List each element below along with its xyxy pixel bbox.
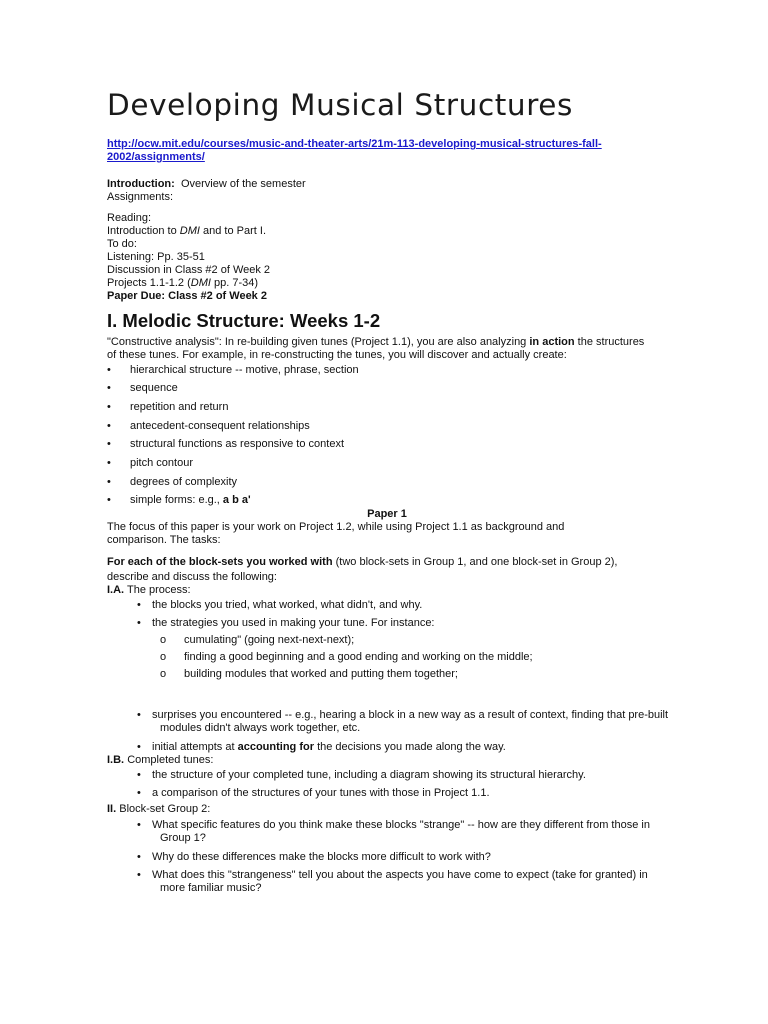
para-a: "Constructive analysis": In re-building given tunes (Project 1.1), you are also analyzing bbox=[107, 336, 527, 348]
projects-suffix: pp. 7-34) bbox=[214, 277, 259, 289]
ii-heading bbox=[107, 803, 210, 816]
bullet-icon: • bbox=[137, 741, 141, 753]
para-bold: in action bbox=[529, 336, 575, 348]
ia-label: I.A. bbox=[107, 584, 125, 596]
ib-label: I.B. bbox=[107, 754, 125, 766]
intro-text: Overview of the semester bbox=[180, 178, 306, 190]
bullet-icon: • bbox=[137, 819, 141, 831]
listening-line: Listening: Pp. 35-51 bbox=[107, 251, 205, 263]
ib-heading bbox=[107, 754, 213, 767]
reading-intro-em: DMI bbox=[179, 225, 200, 237]
bullet-icon: • bbox=[107, 401, 111, 413]
initial-prefix: initial attempts at bbox=[152, 741, 235, 753]
bullet-icon: • bbox=[137, 787, 141, 799]
bullet-icon: • bbox=[137, 769, 141, 781]
paper1-heading: Paper 1 bbox=[367, 508, 407, 520]
ia-text: The process: bbox=[126, 584, 191, 596]
course-link[interactable]: http://ocw.mit.edu/courses/music-and-theater-arts/21m-113-developing-musical-structures-fall-2002/assignments/ bbox=[107, 138, 602, 163]
bullet-icon: • bbox=[107, 420, 111, 432]
paper1-focus-line2: comparison. The tasks: bbox=[107, 534, 221, 546]
reading-intro bbox=[107, 225, 266, 238]
constructive-analysis-line2: of these tunes. For example, in re-constructing the tunes, you will discover and actually create: bbox=[107, 349, 567, 361]
paper-due-line: Paper Due: Class #2 of Week 2 bbox=[107, 290, 267, 302]
blockset-rest: (two block-sets in Group 1, and one block-set in Group 2), bbox=[335, 556, 618, 568]
bullet-icon: • bbox=[137, 599, 141, 611]
bullet-icon: • bbox=[107, 494, 111, 506]
bullet-icon: • bbox=[137, 851, 141, 863]
simple-forms-prefix: simple forms: e.g., bbox=[130, 494, 220, 506]
bullet-icon: • bbox=[137, 869, 141, 881]
todo-label: To do: bbox=[107, 238, 137, 250]
bullet-icon: • bbox=[137, 617, 141, 629]
para-b: the structures bbox=[577, 336, 645, 348]
bullet-icon: • bbox=[107, 457, 111, 469]
bullet-icon: • bbox=[107, 364, 111, 376]
ia-heading bbox=[107, 584, 191, 597]
reading-label: Reading: bbox=[107, 212, 152, 224]
intro-label: Introduction: bbox=[107, 178, 175, 190]
blockset-bold: For each of the block-sets you worked with bbox=[107, 556, 333, 568]
intro-line bbox=[107, 178, 306, 191]
initial-suffix: the decisions you made along the way. bbox=[317, 741, 506, 753]
document-page: Developing Musical Structures http://ocw.mit.edu/courses/music-and-theater-arts/21m-113-developing-musical-structures-fall-2002/assignments/ Introduction: Overview of the semester Assignments: Reading: Introduction to DMI and to Part I. To do: Listening: Pp. 35-51 Discussion in Class #2 of Week 2 Projects 1.1-1.2 (DMI pp. 7-34) Paper Due: Class #2 of Week 2 I. Melodic Structure: Weeks 1-2 "Constructive analysis": In re-building given tunes (Project 1.1), you are also analyzing in action the structures of these tunes. For example, in re-constructing the tunes, you will discover and actually create: • hierarchical structure -- motive, phrase, section • sequence • repetition and return • antecedent-consequent relationships • structural functions as responsive to context • pitch contour • degrees of complexity • simple forms: e.g., a b a' Paper 1 The focus of this paper is your work on Project 1.2, while using Project 1.1 as background and comparison. The tasks: For each of the block-sets you worked with (two block-sets in Group 1, and one block-set in Group 2), describe and discuss the following: I.A. The process: • the blocks you tried, what worked, what didn't, and why. • the strategies you used in making your tune. For instance: o cumulating" (going next-next-next); o finding a good beginning and a good ending and working on the middle; o building modules that worked and putting them together; • surprises you encountered -- e.g., hearing a block in a new way as a result of context, finding that pre-built modules didn't always work together, etc. • initial attempts at accounting for the decisions you made along the way. I.B. Completed tunes: • the structure of your completed tune, including a diagram showing its structural hierarchy. • a comparison of the structures of your tunes with those in Project 1.1. II. Block-set Group 2: • What specific features do you think make these blocks "strange" -- how are they different from those in Group 1? • Why do these differences make the blocks more difficult to work with? • What does this "strangeness" tell you about the aspects you have come to expect (take for granted) in more familiar music? bbox=[107, 88, 669, 894]
simple-forms-bold: a b a' bbox=[222, 494, 251, 506]
ii-label: II. bbox=[107, 803, 117, 815]
paper1-focus-line1: The focus of this paper is your work on Project 1.2, while using Project 1.1 as background and bbox=[107, 521, 565, 533]
bullet-icon: • bbox=[107, 382, 111, 394]
projects-line bbox=[107, 277, 258, 290]
ib-text: Completed tunes: bbox=[127, 754, 214, 766]
blockset-line2: describe and discuss the following: bbox=[107, 571, 277, 583]
bullet-icon: • bbox=[137, 709, 141, 721]
sub-bullet-icon: o bbox=[160, 651, 167, 663]
reading-intro-prefix: Introduction to bbox=[107, 225, 177, 237]
assignments-label: Assignments: bbox=[107, 191, 174, 203]
sub-bullet-icon: o bbox=[160, 634, 167, 646]
sub-bullet-icon: o bbox=[160, 668, 167, 680]
bullet-icon: • bbox=[107, 476, 111, 488]
blockset-line1 bbox=[107, 556, 617, 569]
projects-prefix: Projects 1.1-1.2 ( bbox=[107, 277, 191, 289]
reading-intro-suffix: and to Part I. bbox=[203, 225, 266, 237]
section-heading: I. Melodic Structure: Weeks 1-2 bbox=[107, 310, 381, 331]
projects-em: DMI bbox=[190, 277, 211, 289]
page-title: Developing Musical Structures bbox=[107, 88, 574, 122]
discussion-line: Discussion in Class #2 of Week 2 bbox=[107, 264, 271, 276]
constructive-analysis-line1 bbox=[107, 336, 644, 349]
initial-bold: accounting for bbox=[237, 741, 314, 753]
bullet-icon: • bbox=[107, 438, 111, 450]
ii-text: Block-set Group 2: bbox=[119, 803, 211, 815]
